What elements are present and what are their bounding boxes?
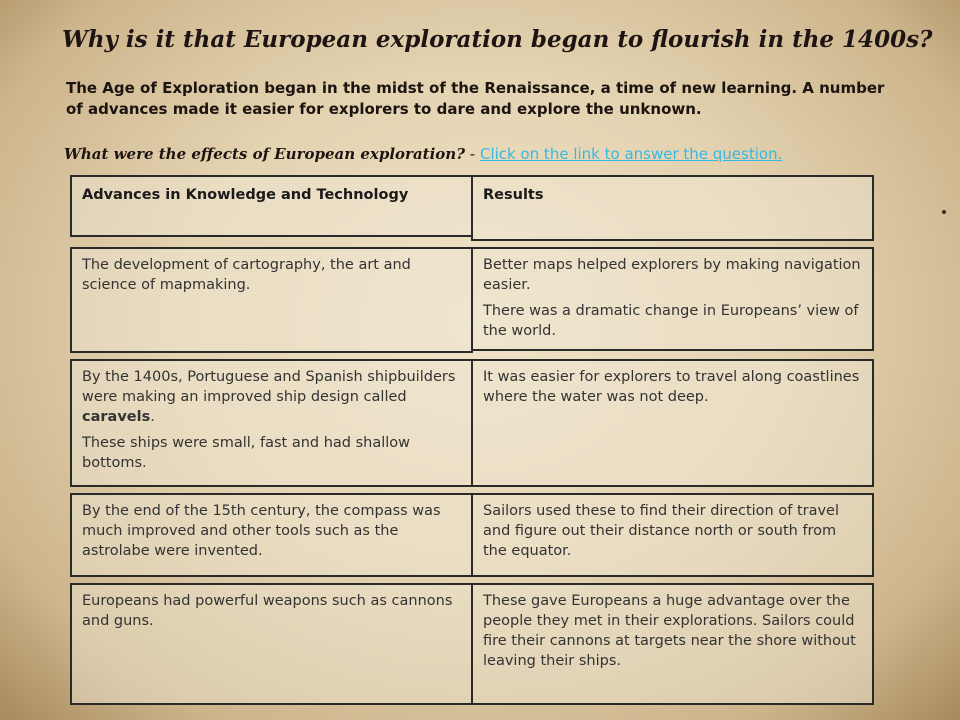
question-line [64, 145, 782, 163]
row-3-advance [70, 493, 473, 577]
row-1-result-text-1: Better maps helped explorers by making navigation easier. [483, 257, 861, 293]
decorative-dot [942, 210, 946, 214]
header-results: Results [471, 175, 874, 241]
row-2-advance [70, 359, 473, 487]
row-3-result-text: Sailors used these to find their direction of travel and figure out their distance north or south from the equator. [483, 503, 840, 559]
row-1-advance-text: The development of cartography, the art and science of mapmaking. [82, 257, 411, 293]
row-2-result [471, 359, 874, 487]
row-4-result-text: These gave Europeans a huge advantage over the people they met in their explorations. Sailors could fire their cannons at targets near the shore without leaving their ships. [483, 593, 856, 669]
header-advances: Advances in Knowledge and Technology [70, 175, 473, 237]
row-4-advance [70, 583, 473, 705]
intro-paragraph: The Age of Exploration began in the midst of the Renaissance, a time of new learning. A number of advances made it easier for explorers to dare and explore the unknown. [66, 79, 885, 118]
caravels-term: caravels [82, 409, 151, 425]
row-4-advance-text: Europeans had powerful weapons such as cannons and guns. [82, 593, 453, 629]
row-1-result [471, 247, 874, 351]
slide-title: Why is it that European exploration began to flourish in the 1400s? [62, 26, 933, 53]
row-2-result-text: It was easier for explorers to travel along coastlines where the water was not deep. [483, 369, 860, 405]
row-1-advance [70, 247, 473, 353]
question-text: What were the effects of European exploration? [64, 145, 466, 163]
row-3-result [471, 493, 874, 577]
row-2-advance-post: . [150, 409, 155, 425]
row-4-result [471, 583, 874, 705]
row-2-advance-pre: By the 1400s, Portuguese and Spanish shipbuilders were making an improved ship design called [82, 369, 456, 405]
answer-link[interactable]: Click on the link to answer the question. [479, 145, 783, 163]
row-2-advance-text-2: These ships were small, fast and had shallow bottoms. [82, 435, 411, 471]
row-3-advance-text: By the end of the 15th century, the compass was much improved and other tools such as the astrolabe were invented. [82, 503, 441, 559]
question-separator: - [465, 145, 480, 163]
row-2-advance-text-1 [82, 367, 461, 427]
row-1-result-text-2: There was a dramatic change in Europeans’ view of the world. [483, 303, 859, 339]
